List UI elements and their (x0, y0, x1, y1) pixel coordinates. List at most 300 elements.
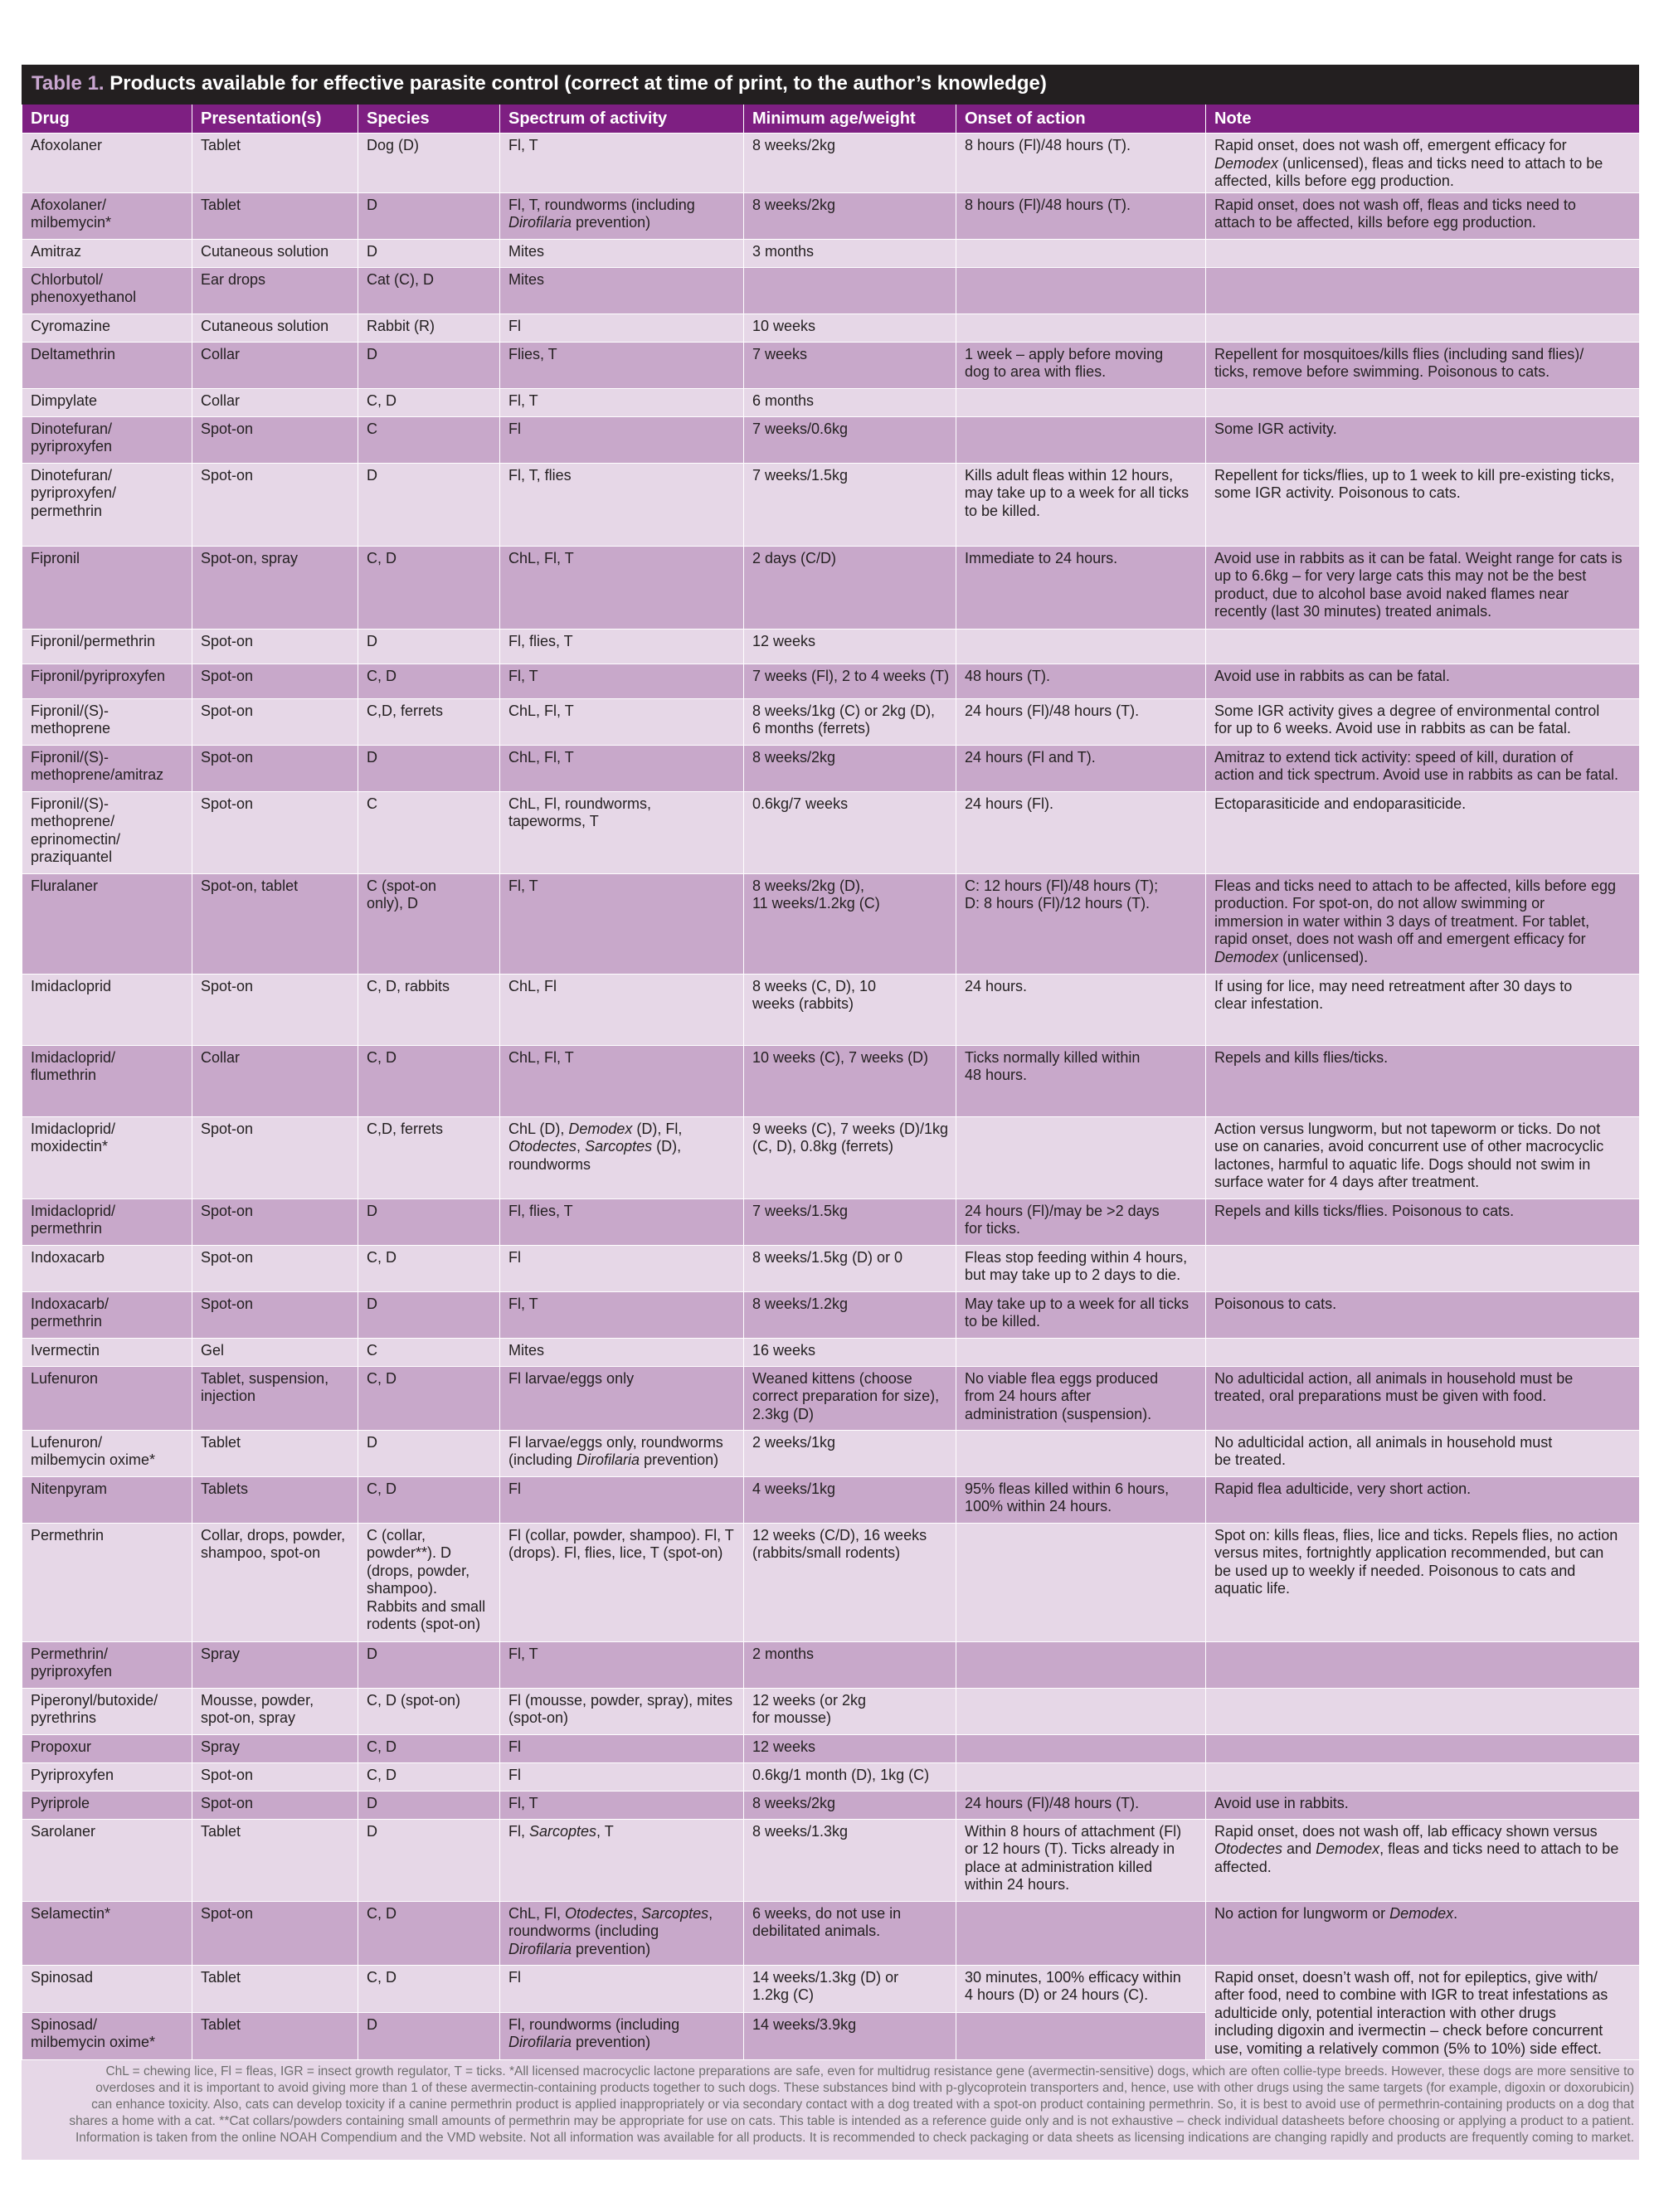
cell-text-line: Mousse, powder, (201, 1691, 314, 1709)
cell-spectrum (500, 745, 744, 791)
cell-text-line: 6 months (ferrets) (752, 720, 871, 737)
cell-onset (956, 1819, 1206, 1901)
cell-text-line: Flies, T (508, 345, 557, 362)
cell-text-line: Cutaneous solution (201, 242, 329, 260)
cell-spectrum (500, 2012, 744, 2059)
table-row (22, 546, 1640, 629)
cell-text-line: Imidacloprid/ (31, 1048, 116, 1066)
footnote-line: ChL = chewing lice, Fl = fleas, IGR = insect growth regulator, T = ticks. *All licensed macrocyclic lactone preparations are safe, even for multidrug resistance gene (avermectin-sensitive) dogs, which are often collie-type breeds. However, these dogs are more sensitive to (105, 2064, 1634, 2078)
cell-text-line: lactones, harmful to aquatic life. Dogs should not swim in (1214, 1155, 1591, 1173)
cell-text-line: Fipronil/pyriproxyfen (31, 667, 166, 684)
cell-text-line: Poisonous to cats. (1214, 1295, 1337, 1312)
cell-text-line: ChL, Fl, T (508, 748, 574, 766)
cell-text-line: Fl, T (508, 667, 538, 684)
cell-presentation (192, 1476, 358, 1523)
cell-note (1206, 1965, 1640, 2060)
cell-onset (956, 1045, 1206, 1116)
cell-spectrum (500, 698, 744, 745)
cell-min-age-weight (744, 2012, 956, 2059)
cell-text-line: Fl, flies, T (508, 1202, 573, 1219)
cell-text-line: Fl (508, 1968, 521, 1986)
cell-presentation (192, 974, 358, 1045)
cell-presentation (192, 1430, 358, 1476)
cell-text-line: No action for lungworm or Demodex. (1214, 1904, 1458, 1922)
cell-species (358, 1430, 500, 1476)
cell-presentation (192, 2012, 358, 2059)
cell-presentation (192, 1762, 358, 1791)
cell-drug (22, 1366, 192, 1430)
cell-text-line: 8 hours (Fl)/48 hours (T). (965, 196, 1131, 213)
cell-text-line: 2.3kg (D) (752, 1405, 815, 1422)
cell-text-line: D (367, 1202, 377, 1219)
table-row (22, 1045, 1640, 1116)
cell-text-line: roundworms (including (508, 1923, 659, 1939)
cell-text-line: Rapid onset, does not wash off, lab efficacy shown versus (1214, 1822, 1598, 1840)
cell-text-line: Kills adult fleas within 12 hours, (965, 466, 1174, 484)
cell-spectrum (500, 1688, 744, 1734)
cell-note (1206, 1791, 1640, 1819)
cell-text-line: Dirofilaria prevention) (508, 214, 651, 231)
cell-drug (22, 314, 192, 342)
cell-drug (22, 1430, 192, 1476)
cell-spectrum (500, 1762, 744, 1791)
cell-drug (22, 2012, 192, 2059)
cell-text-line: 2 months (752, 1645, 815, 1662)
cell-text-line: D (367, 748, 377, 766)
cell-text-line: 14 weeks/3.9kg (752, 2015, 857, 2033)
cell-text-line: Avoid use in rabbits. (1214, 1794, 1349, 1811)
table-row (22, 267, 1640, 314)
cell-text-line: Ticks normally killed within (965, 1048, 1141, 1066)
cell-text-line: Dog (D) (367, 137, 420, 153)
cell-text-line: 6 weeks, do not use in (752, 1904, 902, 1922)
cell-onset (956, 974, 1206, 1045)
cell-note (1206, 1366, 1640, 1430)
cell-spectrum (500, 239, 744, 267)
table-row (22, 1901, 1640, 1965)
cell-spectrum (500, 1641, 744, 1688)
cell-text-line: C, D (367, 667, 397, 684)
cell-species (358, 1198, 500, 1245)
cell-text-line: Avoid use in rabbits as it can be fatal. Weight range for cats is (1214, 549, 1623, 566)
cell-drug (22, 1901, 192, 1965)
table-row (22, 1791, 1640, 1819)
cell-text-line: adulticide only, potential interaction with other drugs (1214, 2004, 1556, 2021)
cell-species (358, 388, 500, 416)
cell-text-line: milbemycin oxime* (31, 1451, 156, 1468)
products-table (22, 105, 1640, 2060)
cell-note (1206, 1476, 1640, 1523)
cell-min-age-weight (744, 1245, 956, 1291)
cell-text-line: 8 weeks/1.5kg (D) or 0 (752, 1248, 903, 1266)
cell-text-line: C, D (367, 1766, 397, 1783)
table-row (22, 1476, 1640, 1523)
cell-text-line: D (367, 196, 377, 213)
cell-species (358, 463, 500, 546)
cell-text-line: Fl, T (508, 877, 538, 894)
cell-text-line: (C, D), 0.8kg (ferrets) (752, 1138, 894, 1155)
cell-text-line: Rabbits and small (367, 1597, 486, 1615)
cell-text-line: Mites (508, 1341, 545, 1359)
cell-text-line: Fl (508, 1480, 521, 1497)
cell-text-line: permethrin (31, 1220, 103, 1237)
cell-text-line: Otodectes and Demodex, fleas and ticks need to attach to be (1214, 1840, 1619, 1857)
cell-text-line: 8 weeks/1kg (C) or 2kg (D), (752, 702, 936, 719)
cell-species (358, 1476, 500, 1523)
cell-text-line: Fleas and ticks need to attach to be affected, kills before egg (1214, 877, 1616, 894)
cell-text-line: Spot-on (201, 1295, 254, 1312)
cell-text-line: Fl (508, 1738, 521, 1755)
cell-presentation (192, 342, 358, 388)
cell-text-line: Fipronil/(S)- (31, 702, 109, 719)
cell-text-line: Dimpylate (31, 391, 98, 409)
table-row (22, 629, 1640, 664)
table-row (22, 873, 1640, 974)
cell-species (358, 1641, 500, 1688)
cell-text-line: Tablet, suspension, (201, 1369, 329, 1387)
cell-species (358, 698, 500, 745)
cell-species (358, 314, 500, 342)
cell-onset (956, 192, 1206, 239)
cell-drug (22, 1116, 192, 1198)
cell-text-line: Within 8 hours of attachment (Fl) (965, 1822, 1182, 1840)
cell-note (1206, 791, 1640, 873)
table-row (22, 1641, 1640, 1688)
cell-text-line: Fl (collar, powder, shampoo). Fl, T (508, 1526, 734, 1544)
table-row (22, 1734, 1640, 1762)
cell-onset (956, 134, 1206, 193)
cell-text-line: D (367, 1822, 377, 1840)
cell-spectrum (500, 1523, 744, 1641)
cell-text-line: If using for lice, may need retreatment after 30 days to (1214, 977, 1573, 994)
cell-presentation (192, 629, 358, 664)
cell-min-age-weight (744, 267, 956, 314)
cell-text-line: 48 hours. (965, 1067, 1028, 1083)
parasite-control-table-panel (22, 65, 1639, 2160)
cell-text-line: Pyriprole (31, 1794, 90, 1811)
cell-note (1206, 239, 1640, 267)
cell-text-line: up to 6.6kg – for very large cats this may not be the best (1214, 567, 1587, 584)
cell-onset (956, 1291, 1206, 1338)
cell-text-line: Fl (508, 1248, 521, 1266)
cell-text-line: Spot-on (201, 1766, 254, 1783)
cell-onset (956, 1430, 1206, 1476)
cell-note (1206, 314, 1640, 342)
cell-text-line: Spot-on (201, 748, 254, 766)
cell-min-age-weight (744, 1641, 956, 1688)
cell-text-line: shampoo, spot-on (201, 1544, 321, 1561)
cell-drug (22, 791, 192, 873)
table-row (22, 416, 1640, 463)
cell-text-line: Tablet (201, 1433, 241, 1451)
column-header-min-age-weight: Minimum age/weight (744, 105, 956, 134)
table-row (22, 314, 1640, 342)
cell-text-line: praziquantel (31, 848, 113, 865)
cell-text-line: Spot-on, tablet (201, 877, 299, 894)
cell-spectrum (500, 416, 744, 463)
cell-onset (956, 314, 1206, 342)
cell-min-age-weight (744, 1734, 956, 1762)
cell-text-line: Tablets (201, 1480, 249, 1497)
cell-text-line: Spray (201, 1645, 241, 1662)
cell-species (358, 664, 500, 698)
cell-text-line: rapid onset, does not wash off and emergent efficacy for (1214, 931, 1586, 947)
cell-species (358, 1791, 500, 1819)
cell-text-line: 8 weeks/2kg (752, 196, 836, 213)
cell-text-line: Imidacloprid/ (31, 1120, 116, 1137)
cell-text-line: use on canaries, avoid concurrent use of other macrocyclic (1214, 1138, 1604, 1155)
cell-text-line: weeks (rabbits) (752, 995, 854, 1012)
cell-text-line: pyriproxyfen/ (31, 484, 117, 501)
cell-text-line: Avoid use in rabbits as can be fatal. (1214, 667, 1450, 684)
cell-note (1206, 463, 1640, 546)
cell-drug (22, 745, 192, 791)
cell-text-line: aquatic life. (1214, 1580, 1291, 1597)
cell-text-line: No adulticidal action, all animals in household must (1214, 1433, 1553, 1451)
cell-text-line: Spot-on (201, 1904, 254, 1922)
cell-presentation (192, 463, 358, 546)
cell-text-line: 2 weeks/1kg (752, 1433, 836, 1451)
cell-text-line: C (367, 1341, 377, 1359)
cell-note (1206, 1641, 1640, 1688)
column-header-presentation: Presentation(s) (192, 105, 358, 134)
cell-onset (956, 546, 1206, 629)
cell-text-line: be used up to weekly if needed. Poisonous to cats and (1214, 1562, 1576, 1579)
cell-note (1206, 1198, 1640, 1245)
cell-min-age-weight (744, 416, 956, 463)
cell-text-line: 8 weeks (C, D), 10 (752, 977, 877, 994)
cell-text-line: affected. (1214, 1858, 1272, 1875)
cell-presentation (192, 873, 358, 974)
cell-text-line: Tablet (201, 137, 241, 153)
cell-text-line: 7 weeks (Fl), 2 to 4 weeks (T) (752, 667, 950, 684)
cell-text-line: Pyriproxyfen (31, 1766, 114, 1783)
cell-presentation (192, 1965, 358, 2012)
cell-onset (956, 1762, 1206, 1791)
cell-text-line: Collar (201, 391, 241, 409)
cell-text-line: methoprene (31, 720, 111, 737)
cell-spectrum (500, 1734, 744, 1762)
cell-text-line: phenoxyethanol (31, 289, 137, 305)
cell-text-line: 11 weeks/1.2kg (C) (752, 895, 880, 912)
cell-text-line: 16 weeks (752, 1341, 816, 1359)
cell-species (358, 629, 500, 664)
table-body (22, 134, 1640, 2060)
cell-drug (22, 1819, 192, 1901)
cell-species (358, 1688, 500, 1734)
cell-note (1206, 1245, 1640, 1291)
cell-text-line: Spot-on (201, 667, 254, 684)
cell-onset (956, 873, 1206, 974)
cell-text-line: permethrin (31, 1313, 103, 1330)
cell-min-age-weight (744, 1430, 956, 1476)
cell-text-line: spot-on, spray (201, 1709, 296, 1726)
cell-species (358, 745, 500, 791)
cell-text-line: 24 hours (Fl and T). (965, 748, 1096, 766)
cell-text-line: Amitraz to extend tick activity: speed of kill, duration of (1214, 748, 1574, 766)
cell-presentation (192, 1819, 358, 1901)
cell-species (358, 134, 500, 193)
cell-note (1206, 1819, 1640, 1901)
cell-text-line: milbemycin* (31, 214, 112, 231)
cell-text-line: Fl, flies, T (508, 632, 573, 649)
cell-note (1206, 1901, 1640, 1965)
cell-text-line: 10 weeks (752, 317, 816, 334)
cell-text-line: Cat (C), D (367, 270, 434, 288)
cell-text-line: 30 minutes, 100% efficacy within (965, 1968, 1181, 1986)
cell-text-line: Cyromazine (31, 317, 111, 334)
table-row (22, 1291, 1640, 1338)
cell-text-line: Indoxacarb/ (31, 1295, 109, 1312)
cell-species (358, 416, 500, 463)
cell-text-line: or 12 hours (T). Ticks already in (965, 1840, 1175, 1857)
cell-spectrum (500, 1116, 744, 1198)
cell-text-line: (spot-on) (508, 1709, 569, 1726)
cell-text-line: Ear drops (201, 270, 266, 288)
cell-text-line: C, D (367, 1904, 397, 1922)
cell-text-line: Selamectin* (31, 1904, 111, 1922)
cell-spectrum (500, 314, 744, 342)
cell-text-line: 4 hours (D) or 24 hours (C). (965, 1986, 1149, 2003)
cell-note (1206, 629, 1640, 664)
cell-text-line: Fl, T (508, 1794, 538, 1811)
cell-onset (956, 2012, 1206, 2059)
cell-text-line: 0.6kg/7 weeks (752, 795, 849, 812)
cell-text-line: Demodex (unlicensed), fleas and ticks need to attach to be (1214, 154, 1603, 172)
cell-min-age-weight (744, 1688, 956, 1734)
table-row (22, 1688, 1640, 1734)
cell-min-age-weight (744, 1819, 956, 1901)
cell-text-line: Some IGR activity gives a degree of environmental control (1214, 702, 1600, 719)
cell-text-line: Ectoparasiticide and endoparasiticide. (1214, 795, 1467, 812)
cell-presentation (192, 1116, 358, 1198)
cell-text-line: 7 weeks (752, 345, 808, 362)
cell-text-line: 8 weeks/2kg (752, 748, 836, 766)
cell-text-line: Fl larvae/eggs only, roundworms (508, 1433, 723, 1451)
cell-text-line: Fl (508, 317, 521, 334)
cell-text-line: 6 months (752, 391, 815, 409)
cell-onset (956, 1901, 1206, 1965)
cell-text-line: 7 weeks/0.6kg (752, 420, 849, 437)
cell-drug (22, 546, 192, 629)
cell-text-line: recently (last 30 minutes) treated animals. (1214, 603, 1492, 620)
cell-text-line: Spot-on (201, 1202, 254, 1219)
cell-text-line: Fl, T (508, 1645, 538, 1662)
cell-text-line: Fluralaner (31, 877, 99, 894)
cell-text-line: 9 weeks (C), 7 weeks (D)/1kg (752, 1120, 949, 1137)
cell-text-line: Propoxur (31, 1738, 92, 1755)
cell-text-line: Imidacloprid/ (31, 1202, 116, 1219)
cell-spectrum (500, 1338, 744, 1366)
cell-min-age-weight (744, 873, 956, 974)
table-row (22, 698, 1640, 745)
cell-text-line: moxidectin* (31, 1138, 109, 1155)
cell-text-line: Mites (508, 242, 545, 260)
cell-text-line: Fl, Sarcoptes, T (508, 1822, 614, 1840)
cell-species (358, 1819, 500, 1901)
cell-text-line: permethrin (31, 502, 103, 519)
cell-onset (956, 1366, 1206, 1430)
cell-spectrum (500, 1901, 744, 1965)
cell-text-line: 8 weeks/2kg (752, 137, 836, 153)
cell-presentation (192, 1198, 358, 1245)
cell-text-line: Fl, T (508, 1295, 538, 1312)
cell-min-age-weight (744, 1338, 956, 1366)
table-header-row (22, 105, 1640, 134)
cell-presentation (192, 314, 358, 342)
cell-drug (22, 388, 192, 416)
cell-min-age-weight (744, 1965, 956, 2012)
cell-text-line: roundworms (508, 1155, 591, 1173)
cell-text-line: Fl, T, roundworms (including (508, 196, 695, 213)
cell-min-age-weight (744, 546, 956, 629)
table-row (22, 1338, 1640, 1366)
cell-note (1206, 342, 1640, 388)
cell-text-line: Repels and kills ticks/flies. Poisonous to cats. (1214, 1202, 1515, 1219)
footnote-line: Information is taken from the online NOAH Compendium and the VMD website. Not all information was available for all products. It is recommended to check packaging or data sheets as licensing indications are changing rapidly and products are frequently coming to market. (75, 2131, 1634, 2145)
cell-text-line: rodents (spot-on) (367, 1616, 481, 1632)
cell-onset (956, 1245, 1206, 1291)
cell-text-line: action and tick spectrum. Avoid use in rabbits as can be fatal. (1214, 766, 1618, 783)
cell-onset (956, 791, 1206, 873)
cell-text-line: C, D (367, 1248, 397, 1266)
cell-text-line: No viable flea eggs produced (965, 1369, 1159, 1387)
cell-text-line: ChL, Fl (508, 977, 557, 994)
cell-note (1206, 416, 1640, 463)
cell-text-line: C, D (367, 1369, 397, 1387)
cell-onset (956, 745, 1206, 791)
cell-text-line: 24 hours (Fl)/48 hours (T). (965, 702, 1140, 719)
cell-min-age-weight (744, 1291, 956, 1338)
cell-text-line: Action versus lungworm, but not tapeworm or ticks. Do not (1214, 1120, 1601, 1137)
cell-presentation (192, 1734, 358, 1762)
cell-text-line: Cutaneous solution (201, 317, 329, 334)
cell-text-line: surface water for 4 days after treatment. (1214, 1174, 1480, 1190)
cell-onset (956, 1965, 1206, 2012)
cell-text-line: Dirofilaria prevention) (508, 2034, 651, 2051)
cell-presentation (192, 698, 358, 745)
cell-min-age-weight (744, 1116, 956, 1198)
cell-species (358, 974, 500, 1045)
cell-text-line: Gel (201, 1341, 225, 1359)
cell-presentation (192, 1791, 358, 1819)
cell-text-line: 7 weeks/1.5kg (752, 1202, 849, 1219)
cell-text-line: 24 hours (Fl)/48 hours (T). (965, 1794, 1140, 1811)
cell-spectrum (500, 342, 744, 388)
cell-species (358, 1523, 500, 1641)
cell-note (1206, 974, 1640, 1045)
cell-onset (956, 1688, 1206, 1734)
cell-spectrum (500, 1245, 744, 1291)
cell-text-line: Tablet (201, 1822, 241, 1840)
cell-min-age-weight (744, 1762, 956, 1791)
cell-text-line: D (367, 466, 377, 484)
cell-min-age-weight (744, 698, 956, 745)
table-row (22, 134, 1640, 193)
cell-min-age-weight (744, 664, 956, 698)
cell-drug (22, 239, 192, 267)
cell-spectrum (500, 192, 744, 239)
cell-text-line: Spot on: kills fleas, flies, lice and ticks. Repels flies, no action (1214, 1526, 1618, 1544)
cell-text-line: within 24 hours. (965, 1876, 1070, 1893)
cell-text-line: D (367, 1433, 377, 1451)
cell-min-age-weight (744, 791, 956, 873)
cell-spectrum (500, 1198, 744, 1245)
cell-text-line: Spot-on (201, 1248, 254, 1266)
cell-onset (956, 342, 1206, 388)
cell-onset (956, 1523, 1206, 1641)
cell-note (1206, 1688, 1640, 1734)
